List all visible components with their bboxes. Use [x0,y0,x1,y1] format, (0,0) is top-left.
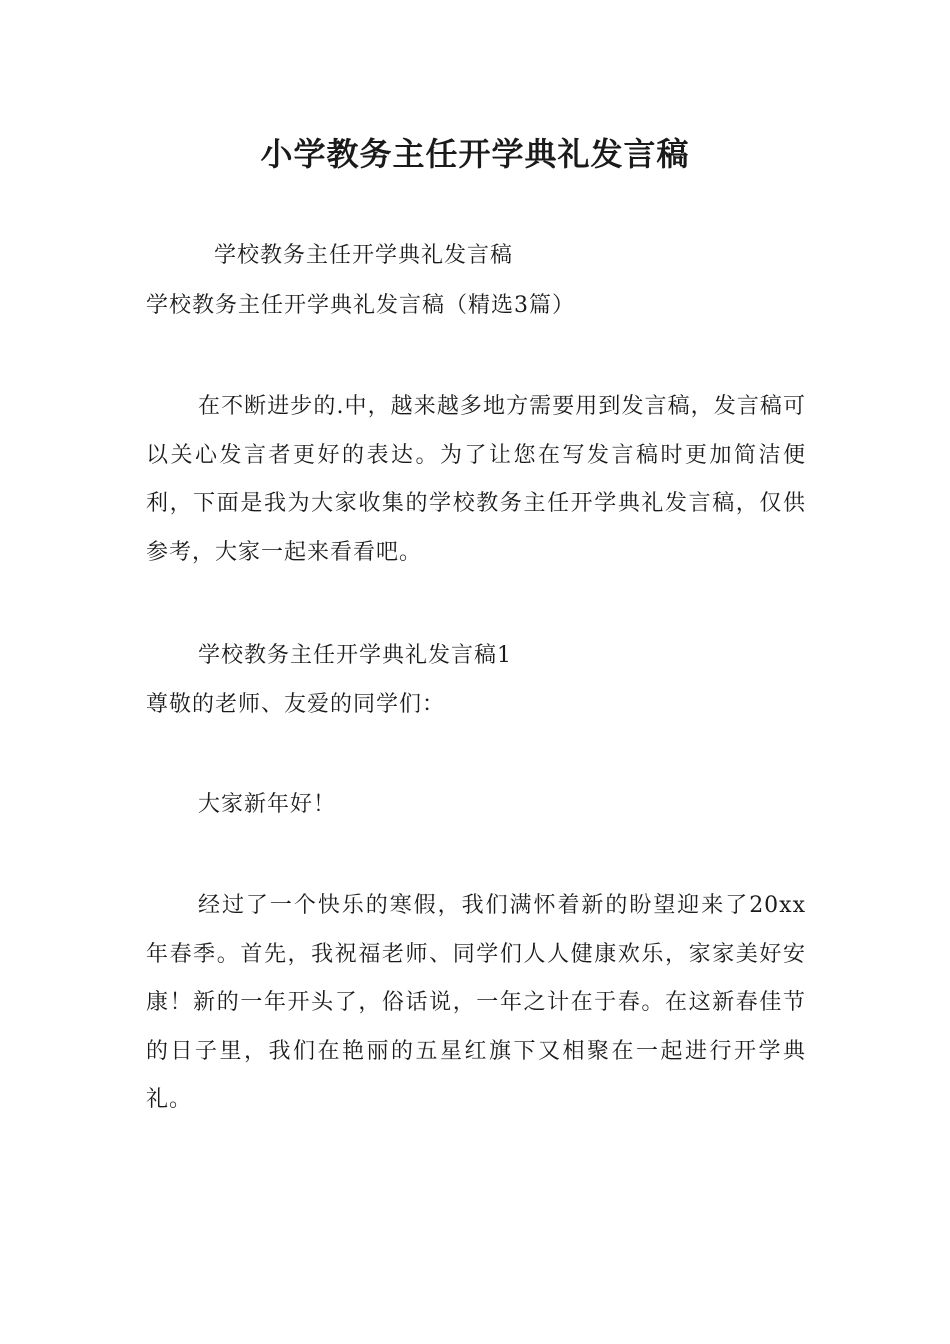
body-paragraph: 经过了一个快乐的寒假，我们满怀着新的盼望迎来了20xx年春季。首先，我祝福老师、同学们人人健康欢乐，家家美好安康！新的一年开头了，俗话说，一年之计在于春。在这新春佳节的日子里，我们在艳丽的五星红旗下又相聚在一起进行开学典礼。 [146,893,806,1112]
intro-paragraph: 在不断进步的.中，越来越多地方需要用到发言稿，发言稿可以关心发言者更好的表达。为了让您在写发言稿时更加简洁便利，下面是我为大家收集的学校教务主任开学典礼发言稿，仅供参考，大家一起来看看吧。 [146,394,806,565]
subtitle-line-2: 学校教务主任开学典礼发言稿（精选3篇） [146,293,575,318]
subtitle-line-1: 学校教务主任开学典礼发言稿 [214,243,514,268]
document-title: 小学教务主任开学典礼发言稿 [260,135,690,173]
salutation: 尊敬的老师、友爱的同学们： [146,692,446,717]
greeting: 大家新年好！ [198,792,337,817]
section-heading: 学校教务主任开学典礼发言稿1 [198,643,512,668]
